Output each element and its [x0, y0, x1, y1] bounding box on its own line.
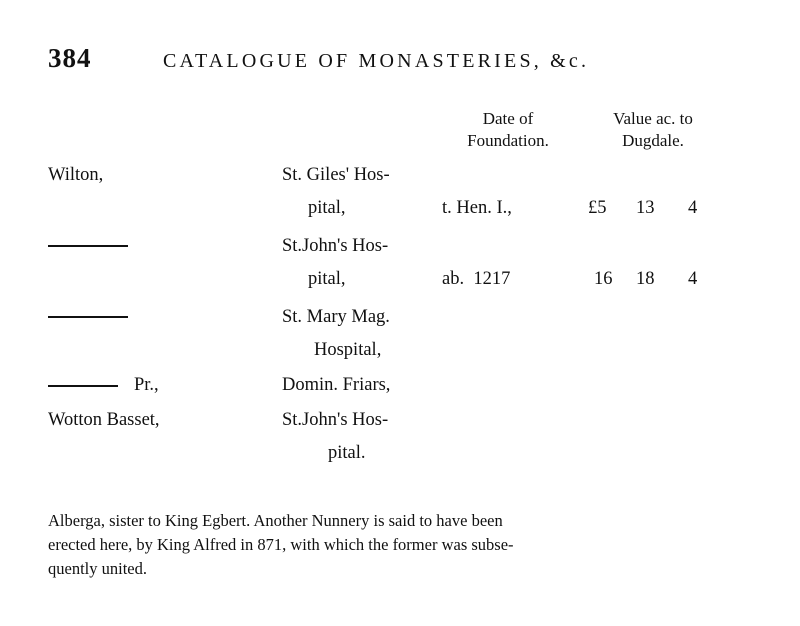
column-header-date-line-2: Foundation.: [467, 131, 549, 150]
ditto-dash: [48, 385, 118, 387]
footnote-line: Alberga, sister to King Egbert. Another Nunnery is said to have been: [48, 511, 503, 530]
value-pounds: £5: [588, 198, 607, 218]
column-header-date: [448, 108, 568, 152]
value-shillings: 13: [636, 198, 655, 218]
value-pence: 4: [688, 198, 698, 218]
foundation-date: t. Hen. I.,: [442, 198, 512, 218]
column-header-value: [588, 108, 718, 152]
value-pence: 4: [688, 269, 698, 289]
house-name-continued: Hospital,: [314, 340, 382, 360]
foundation-date: ab. 1217: [442, 269, 511, 289]
footnote-paragraph: [48, 509, 768, 581]
house-name-continued: pital.: [328, 443, 366, 463]
page-number: 384: [48, 43, 92, 73]
column-header-value-line-2: Dugdale.: [622, 131, 684, 150]
place-name: Wilton,: [48, 165, 104, 185]
house-name: St.John's Hos-: [282, 236, 389, 256]
footnote-line: erected here, by King Alfred in 871, with which the former was subse-: [48, 535, 514, 554]
value-shillings: 18: [636, 269, 655, 289]
house-name: Domin. Friars,: [282, 375, 391, 395]
place-name: Wotton Basset,: [48, 410, 160, 430]
ditto-dash: [48, 245, 128, 247]
place-name: Pr.,: [134, 375, 159, 395]
running-title: CATALOGUE OF MONASTERIES, &c.: [163, 50, 590, 72]
house-name: St. Mary Mag.: [282, 307, 390, 327]
ditto-dash: [48, 316, 128, 318]
house-name-continued: pital,: [308, 269, 346, 289]
value-pounds: 16: [594, 269, 613, 289]
house-name-continued: pital,: [308, 198, 346, 218]
column-header-date-line-1: Date of: [482, 109, 534, 128]
house-name: St. Giles' Hos-: [282, 165, 390, 185]
column-header-value-line-1: Value ac. to: [613, 109, 693, 128]
footnote-line: quently united.: [48, 559, 147, 578]
house-name: St.John's Hos-: [282, 410, 389, 430]
